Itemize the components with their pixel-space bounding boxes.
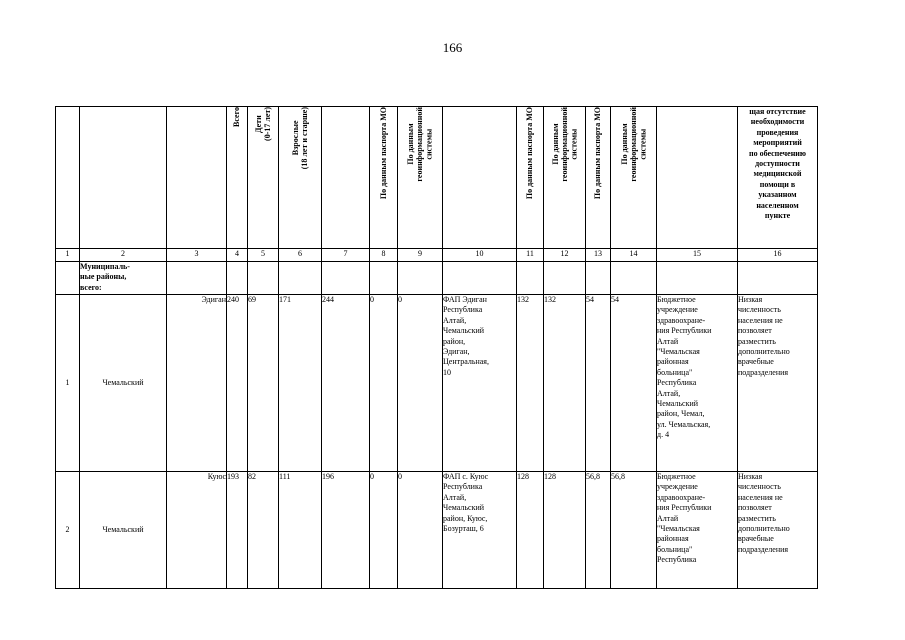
- data-table: [55, 106, 818, 589]
- c14-cell: 54: [611, 295, 657, 472]
- c8-cell: 0: [370, 472, 398, 589]
- header-c16: щая отсутствие необходимости проведения мероприятий по обеспечению доступности медицинской помощи в указанном населенном пункте: [738, 107, 818, 249]
- children-cell: 69: [248, 295, 279, 472]
- column-number: 4: [227, 249, 248, 262]
- total-cell: 240: [227, 295, 248, 472]
- column-number: 3: [167, 249, 227, 262]
- column-number: 14: [611, 249, 657, 262]
- header-c15: [657, 107, 738, 249]
- column-number-row: [56, 249, 818, 262]
- header-total: Всего: [232, 107, 242, 127]
- c14-cell: 56,8: [611, 472, 657, 589]
- facility-cell: ФАП Эдиган Республика Алтай, Чемальский район, Эдиган, Центральная, 10: [443, 295, 517, 472]
- header-adults: Взрослые (18 лет и старше): [290, 107, 309, 170]
- header-c9: По данным геоинформационной системы: [406, 107, 434, 182]
- district-cell: Чемальский: [80, 472, 167, 589]
- header-c3: [167, 107, 227, 249]
- header-c11: По данным паспорта МО: [525, 107, 535, 200]
- column-number: 10: [443, 249, 517, 262]
- header-children: Дети (0-17 лет): [253, 107, 272, 141]
- column-number: 11: [517, 249, 544, 262]
- adults-cell: 111: [279, 472, 322, 589]
- settlement-cell: Эдиган: [167, 295, 227, 472]
- settlement-cell: Куюс: [167, 472, 227, 589]
- c11-cell: 132: [517, 295, 544, 472]
- c7-cell: 244: [322, 295, 370, 472]
- column-number: 16: [738, 249, 818, 262]
- table-row: [56, 472, 818, 589]
- column-number: 7: [322, 249, 370, 262]
- column-number: 5: [248, 249, 279, 262]
- column-number: 12: [544, 249, 586, 262]
- row-number: 2: [56, 472, 80, 589]
- subtotal-label: Муниципаль- ные районы, всего:: [80, 262, 167, 295]
- total-cell: 193: [227, 472, 248, 589]
- adults-cell: 171: [279, 295, 322, 472]
- header-c1: [56, 107, 80, 249]
- table-row: [56, 295, 818, 472]
- c13-cell: 56,8: [586, 472, 611, 589]
- header-c2: [80, 107, 167, 249]
- district-cell: Чемальский: [80, 295, 167, 472]
- c9-cell: 0: [398, 295, 443, 472]
- column-number: 13: [586, 249, 611, 262]
- row-number: 1: [56, 295, 80, 472]
- column-number: 15: [657, 249, 738, 262]
- header-row: [56, 107, 818, 249]
- column-number: 1: [56, 249, 80, 262]
- c12-cell: 128: [544, 472, 586, 589]
- subtotal-row: [56, 262, 818, 295]
- reason-cell: Низкая численность населения не позволяет разместить дополнительно врачебные подразделения: [738, 472, 818, 589]
- column-number: 9: [398, 249, 443, 262]
- column-number: 6: [279, 249, 322, 262]
- header-c10: [443, 107, 517, 249]
- institution-cell: Бюджетное учреждение здравоохране- ния Республики Алтай "Чемальская районная больница" Республика Алтай, Чемальский район, Чемал, ул. Чемальская, д. 4: [657, 295, 738, 472]
- header-c12: По данным геоинформационной системы: [550, 107, 579, 182]
- c13-cell: 54: [586, 295, 611, 472]
- header-c8: По данным паспорта МО: [378, 107, 388, 200]
- c11-cell: 128: [517, 472, 544, 589]
- page-number: 166: [442, 40, 463, 55]
- institution-cell: Бюджетное учреждение здравоохране- ния Республики Алтай "Чемальская районная больница" Республика: [657, 472, 738, 589]
- children-cell: 82: [248, 472, 279, 589]
- c12-cell: 132: [544, 295, 586, 472]
- facility-cell: ФАП с. Куюс Республика Алтай, Чемальский район, Куюс, Бозурташ, 6: [443, 472, 517, 589]
- header-c13: По данным паспорта МО: [593, 107, 603, 200]
- c8-cell: 0: [370, 295, 398, 472]
- column-number: 2: [80, 249, 167, 262]
- reason-cell: Низкая численность населения не позволяет разместить дополнительно врачебные подразделения: [738, 295, 818, 472]
- c9-cell: 0: [398, 472, 443, 589]
- c7-cell: 196: [322, 472, 370, 589]
- column-number: 8: [370, 249, 398, 262]
- header-c14: По данным геоинформационной системы: [619, 107, 648, 182]
- header-c7: [322, 107, 370, 249]
